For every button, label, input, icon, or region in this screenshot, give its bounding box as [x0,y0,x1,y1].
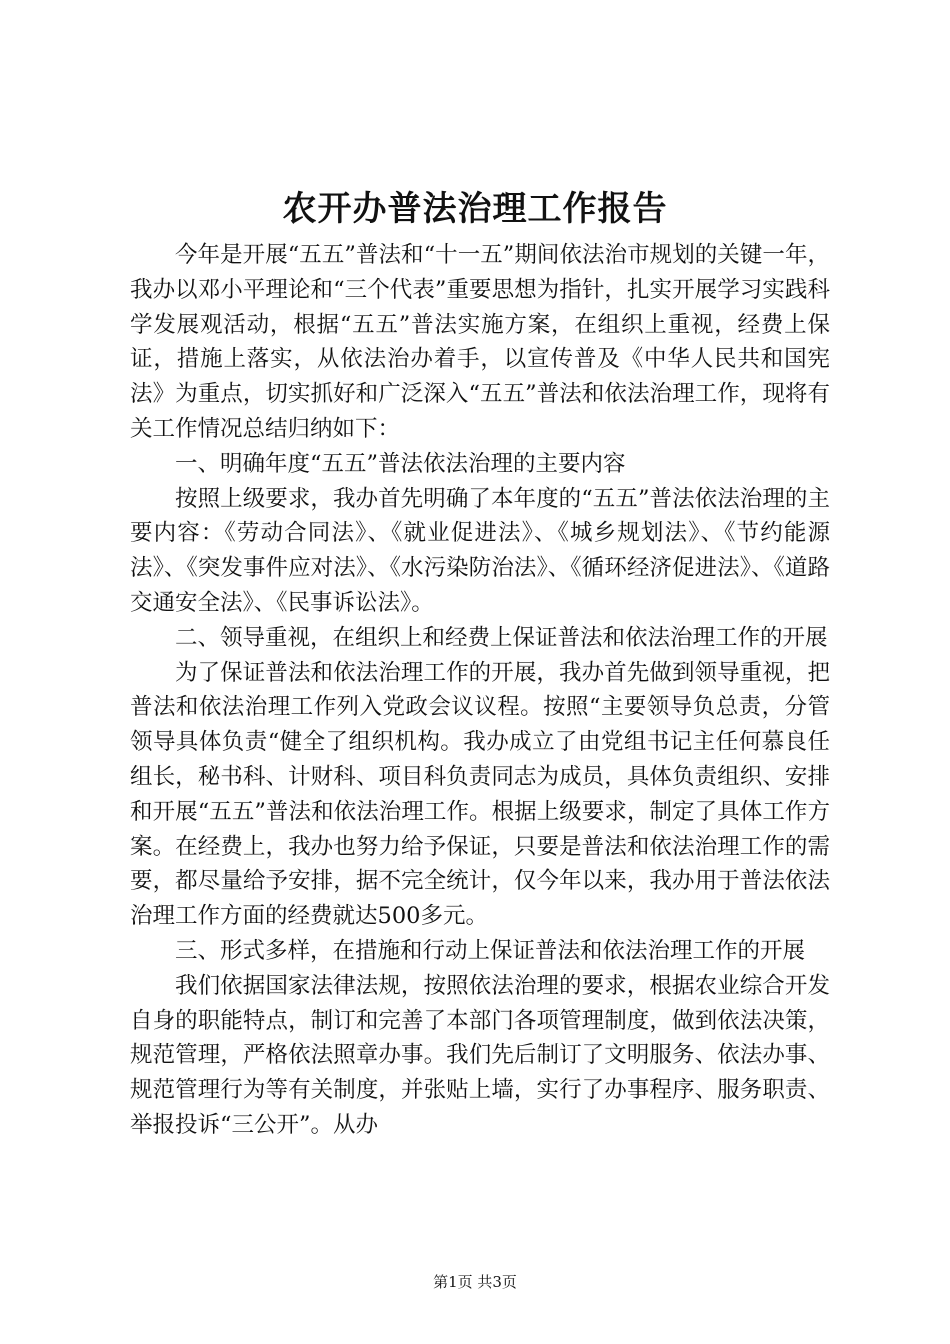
section-heading-1: 一、明确年度“五五”普法依法治理的主要内容 [175,450,626,477]
section-heading-3: 三、形式多样，在措施和行动上保证普法和依法治理工作的开展 [175,937,806,964]
section-heading-2: 二、领导重视，在组织上和经费上保证普法和依法治理工作的开展 [175,624,828,651]
page-indicator: 第1页 共3页 [433,1273,517,1291]
document-body [130,238,830,1143]
paragraph-section-2: 为了保证普法和依法治理工作的开展，我办首先做到领导重视，把普法和依法治理工作列入党政会议议程。按照“主要领导负总责，分管领导具体负责“健全了组织机构。我办成立了由党组书记主任何慕良任组长，秘书科、计财科、项目科负责同志为成员，具体负责组织、安排和开展“五五”普法和依法治理工作。根据上级要求，制定了具体工作方案。在经费上，我办也努力给予保证，只要是普法和依法治理工作的需要，都尽量给予安排，据不完全统计，仅今年以来，我办用于普法依法治理工作方面的经费就达500多元。 [130,659,830,930]
paragraph-section-3: 我们依据国家法律法规，按照依法治理的要求，根据农业综合开发自身的职能特点，制订和完善了本部门各项管理制度，做到依法决策，规范管理，严格依法照章办事。我们先后制订了文明服务、依法办事、规范管理行为等有关制度，并张贴上墙，实行了办事程序、服务职责、举报投诉“三公开”。从办 [130,972,830,1138]
paragraph-section-1: 按照上级要求，我办首先明确了本年度的“五五”普法依法治理的主要内容：《劳动合同法》、《就业促进法》、《城乡规划法》、《节约能源法》、《突发事件应对法》、《水污染防治法》、《循环经济促进法》、《道路交通安全法》、《民事诉讼法》。 [130,485,830,616]
document-title: 农开办普法治理工作报告 [282,189,668,229]
paragraph-intro: 今年是开展“五五”普法和“十一五”期间依法治市规划的关键一年，我办以邓小平理论和“三个代表”重要思想为指针，扎实开展学习实践科学发展观活动，根据“五五”普法实施方案，在组织上重视，经费上保证，措施上落实，从依法治办着手，以宣传普及《中华人民共和国宪法》为重点，切实抓好和广泛深入“五五”普法和依法治理工作，现将有关工作情况总结归纳如下： [130,242,830,442]
